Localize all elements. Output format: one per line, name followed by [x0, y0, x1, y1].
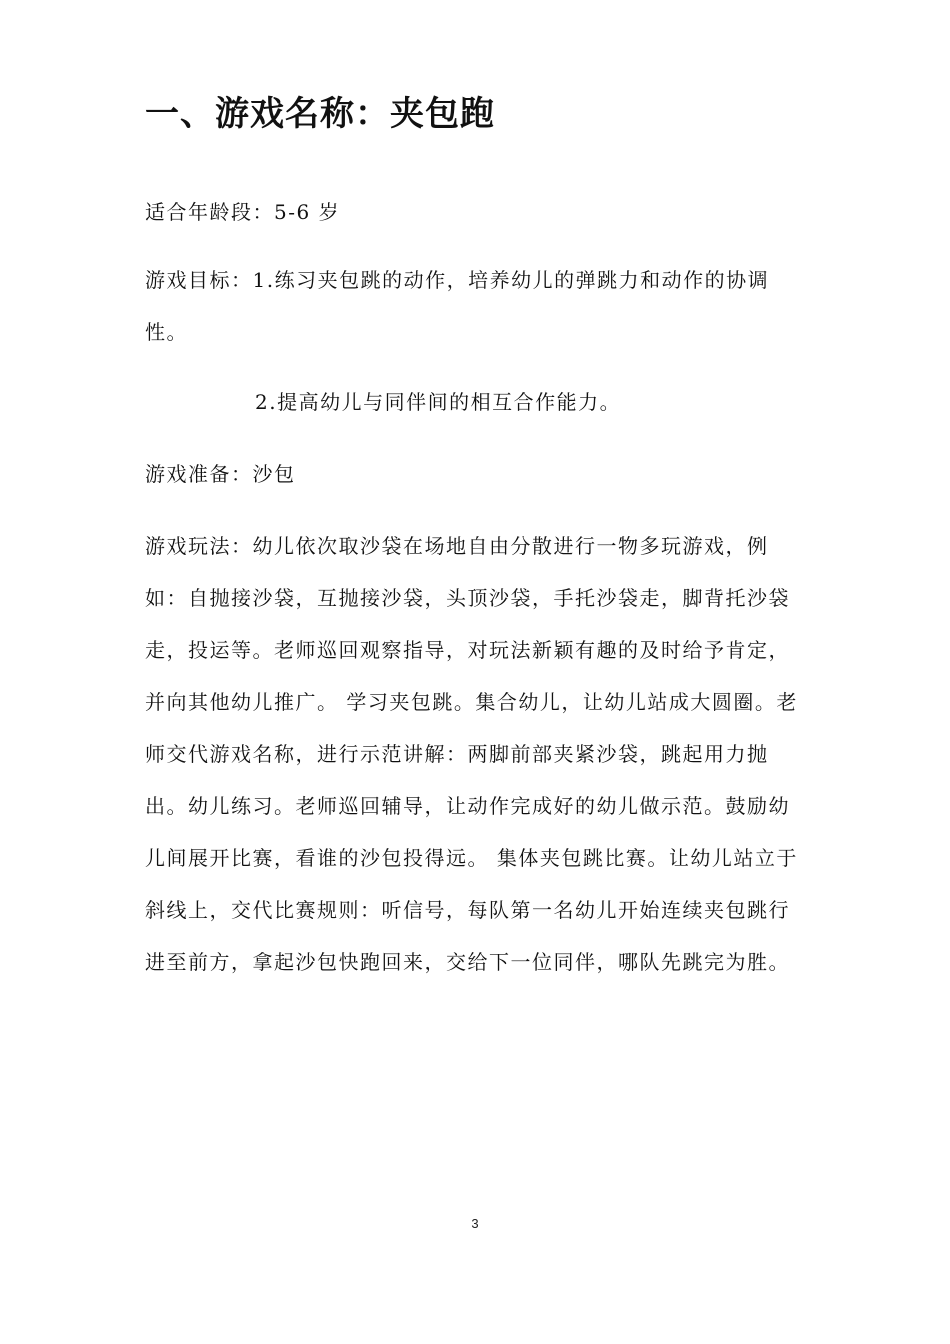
game-rules-text: 游戏玩法：幼儿依次取沙袋在场地自由分散进行一物多玩游戏，例如：自抛接沙袋，互抛接沙袋，头顶沙袋，手托沙袋走，脚背托沙袋走，投运等。老师巡回观察指导，对玩法新颖有趣的及时给予肯定，并向其他幼儿推广。 学习夹包跳。集合幼儿，让幼儿站成大圆圈。老师交代游戏名称，进行示范讲解：两脚前部夹紧沙袋，跳起用力抛出。幼儿练习。老师巡回辅导，让动作完成好的幼儿做示范。鼓励幼儿间展开比赛，看谁的沙包投得远。 集体夹包跳比赛。让幼儿站立于斜线上，交代比赛规则：听信号，每队第一名幼儿开始连续夹包跳行进至前方，拿起沙包快跑回来，交给下一位同伴，哪队先跳完为胜。 — [145, 534, 798, 974]
game-goal-text: 游戏目标：1.练习夹包跳的动作，培养幼儿的弹跳力和动作的协调性。 — [145, 268, 770, 344]
section-title: 一、游戏名称：夹包跑 — [145, 94, 495, 134]
age-range-text: 适合年龄段：5-6 岁 — [145, 200, 341, 224]
page-number: 3 — [471, 1216, 479, 1231]
game-goal-second-text: 2.提高幼儿与同伴间的相互合作能力。 — [255, 390, 622, 414]
game-preparation-text: 游戏准备：沙包 — [145, 462, 296, 486]
